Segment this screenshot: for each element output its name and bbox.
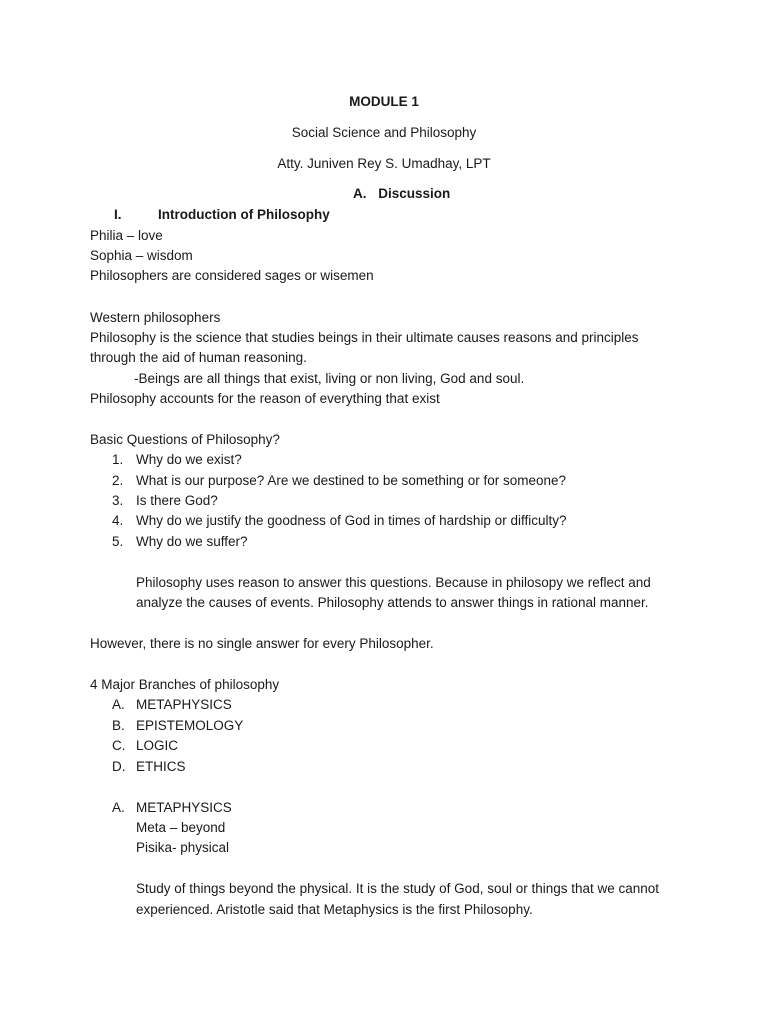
question-text: What is our purpose? Are we destined to be something or for someone? bbox=[136, 473, 566, 488]
branch-letter: B. bbox=[112, 718, 125, 733]
branch-name: EPISTEMOLOGY bbox=[136, 718, 244, 733]
reason-line-1: Philosophy uses reason to answer this questions. Because in philosopy we reflect and bbox=[136, 575, 651, 590]
branch-name: LOGIC bbox=[136, 738, 179, 753]
branch-letter: D. bbox=[112, 759, 126, 774]
philosophers-line: Philosophers are considered sages or wisemen bbox=[90, 268, 374, 283]
intro-numeral: I. bbox=[114, 207, 122, 222]
branch-letter: A. bbox=[112, 697, 125, 712]
metaphysics-title: METAPHYSICS bbox=[136, 800, 232, 815]
study-line-1: Study of things beyond the physical. It is the study of God, soul or things that we cannot bbox=[136, 881, 660, 896]
question-text: Why do we exist? bbox=[136, 452, 242, 467]
subject-title: Social Science and Philosophy bbox=[291, 125, 477, 140]
section-heading bbox=[353, 184, 450, 204]
question-number: 4. bbox=[112, 513, 124, 528]
branches-heading: 4 Major Branches of philosophy bbox=[90, 677, 280, 692]
branch-name: METAPHYSICS bbox=[136, 697, 232, 712]
philia-line: Philia – love bbox=[90, 228, 163, 243]
meta-line: Meta – beyond bbox=[136, 820, 226, 835]
accounts-line: Philosophy accounts for the reason of everything that exist bbox=[90, 391, 440, 406]
question-text: Why do we justify the goodness of God in times of hardship or difficulty? bbox=[136, 513, 567, 528]
study-line-2: experienced. Aristotle said that Metaphysics is the first Philosophy. bbox=[136, 902, 533, 917]
section-marker: A. bbox=[353, 186, 367, 201]
intro-heading: Introduction of Philosophy bbox=[158, 207, 330, 222]
module-title: MODULE 1 bbox=[349, 94, 419, 109]
branch-letter: C. bbox=[112, 738, 126, 753]
section-title: Discussion bbox=[378, 186, 451, 201]
however-line: However, there is no single answer for every Philosopher. bbox=[90, 636, 434, 651]
question-text: Why do we suffer? bbox=[136, 534, 248, 549]
question-number: 3. bbox=[112, 493, 124, 508]
author-line: Atty. Juniven Rey S. Umadhay, LPT bbox=[277, 156, 491, 171]
beings-line: -Beings are all things that exist, living or non living, God and soul. bbox=[134, 371, 525, 386]
branch-name: ETHICS bbox=[136, 759, 186, 774]
definition-line-1: Philosophy is the science that studies beings in their ultimate causes reasons and principles bbox=[90, 330, 639, 345]
metaphysics-letter: A. bbox=[112, 800, 125, 815]
question-number: 5. bbox=[112, 534, 124, 549]
question-text: Is there God? bbox=[136, 493, 218, 508]
definition-line-2: through the aid of human reasoning. bbox=[90, 350, 307, 365]
question-number: 2. bbox=[112, 473, 124, 488]
questions-heading: Basic Questions of Philosophy? bbox=[90, 432, 280, 447]
western-heading: Western philosophers bbox=[90, 310, 221, 325]
pisika-line: Pisika- physical bbox=[136, 840, 230, 855]
sophia-line: Sophia – wisdom bbox=[90, 248, 193, 263]
reason-line-2: analyze the causes of events. Philosophy attends to answer things in rational manner. bbox=[136, 595, 649, 610]
question-number: 1. bbox=[112, 452, 124, 467]
